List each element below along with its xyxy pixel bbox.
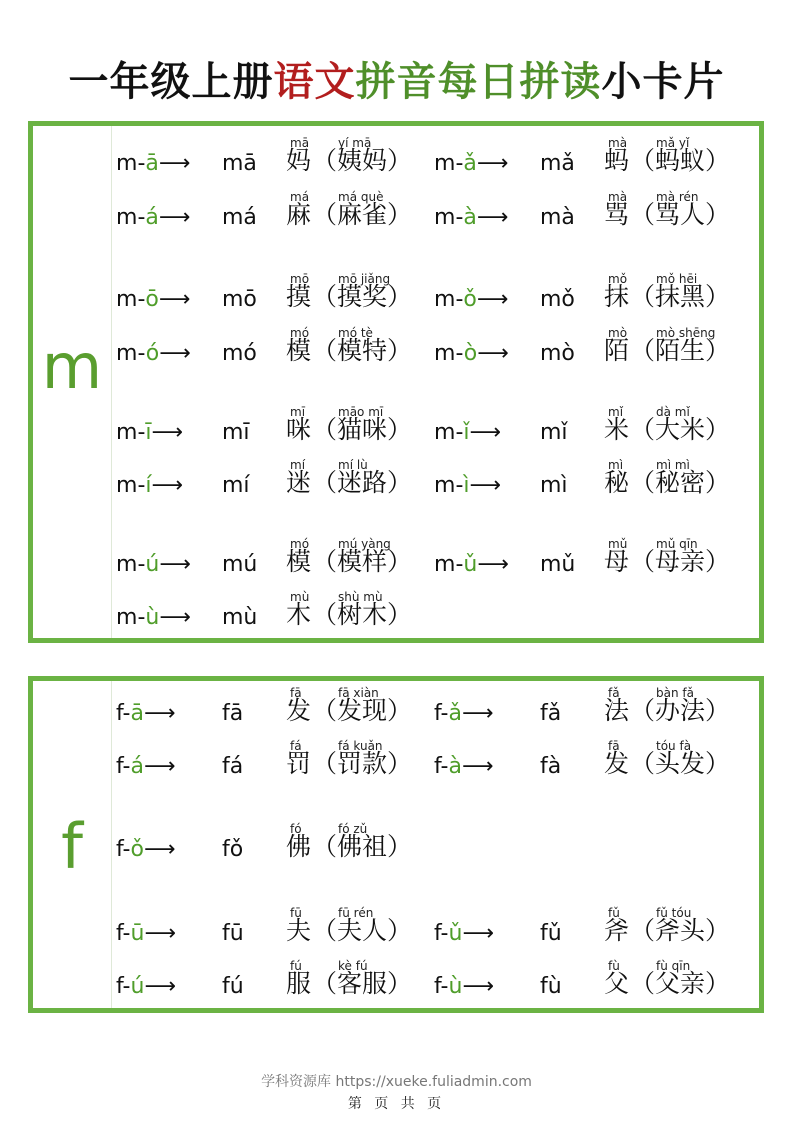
spelling-formula: f-á⟶ [116,754,176,779]
word-pinyin: mō jiǎng [338,272,391,286]
syllable: fǒ [222,837,244,862]
spelling-formula: f-ū⟶ [116,921,176,946]
arrow-icon: ⟶ [469,473,502,498]
word-pinyin: bàn fǎ [656,686,694,700]
word-pinyin: má què [338,190,384,204]
initial-letter: m [116,420,138,445]
syllable: fù [540,974,562,999]
arrow-icon: ⟶ [143,754,176,779]
pinyin-entry [116,272,416,316]
example-word: （斧头） [630,916,731,945]
initial-letter: m [434,287,456,312]
pinyin-entry [116,590,416,634]
spelling-formula: f-ā⟶ [116,701,176,726]
example-word: （头发） [630,749,731,778]
tone-vowel: ū [130,921,145,946]
syllable: mǒ [540,287,575,312]
tone-vowel: í [145,473,152,498]
example-word: （夫人） [312,916,413,945]
word-pinyin: mì mì [656,458,690,472]
hanzi-char: 发 [286,696,312,725]
hanzi-char: 模 [286,336,312,365]
card-divider [111,681,112,1008]
initial-letter: m [434,205,456,230]
hanzi-char: 母 [604,547,630,576]
word-pinyin: yí mā [338,136,372,150]
pinyin-entry [434,326,734,370]
hanzi-char: 摸 [286,282,312,311]
example-word: （客服） [312,969,413,998]
arrow-icon: ⟶ [476,287,509,312]
tone-vowel: ǎ [463,151,477,176]
spelling-formula: m-ò⟶ [434,341,509,366]
example-word: （模特） [312,336,413,365]
hanzi-char: 木 [286,600,312,629]
syllable: mǔ [540,552,576,577]
initial-letter: m [434,341,456,366]
syllable: mō [222,287,257,312]
spelling-formula: f-ù⟶ [434,974,494,999]
hanzi-pinyin: mǔ [608,537,628,551]
initial-letter: f [116,701,123,726]
spelling-formula: m-ó⟶ [116,341,191,366]
pinyin-entry [116,959,416,1003]
syllable: fū [222,921,244,946]
example-word: （骂人） [630,200,731,229]
initial-letter: m [116,473,138,498]
hanzi-pinyin: mǒ [608,272,628,286]
example-word: （大米） [630,415,731,444]
pinyin-entry [434,405,734,449]
example-word: （姨妈） [312,146,413,175]
arrow-icon: ⟶ [159,605,191,630]
word-pinyin: mí lù [338,458,368,472]
tone-vowel: ò [463,341,478,366]
spelling-formula: m-à⟶ [434,205,509,230]
pinyin-entry [116,739,416,783]
word-pinyin: mò shēng [656,326,716,340]
syllable: mù [222,605,258,630]
hanzi-pinyin: mó [290,326,310,340]
word-pinyin: shù mù [338,590,383,604]
syllable: mó [222,341,257,366]
arrow-icon: ⟶ [476,205,509,230]
spelling-formula: m-ī⟶ [116,420,184,445]
pinyin-entry [116,458,416,502]
arrow-icon: ⟶ [476,151,509,176]
arrow-icon: ⟶ [159,341,191,366]
hanzi-pinyin: mà [608,136,628,150]
arrow-icon: ⟶ [469,420,502,445]
hanzi-char: 米 [604,415,630,444]
spelling-formula: f-à⟶ [434,754,494,779]
tone-vowel: ǒ [130,837,144,862]
arrow-icon: ⟶ [143,837,176,862]
hanzi-char: 骂 [604,200,630,229]
pinyin-entry [434,272,734,316]
hanzi-char: 咪 [286,415,312,444]
pinyin-entry [116,686,416,730]
tone-vowel: ō [145,287,159,312]
word-pinyin: tóu fà [656,739,692,753]
word-pinyin: fū rén [338,906,374,920]
tone-vowel: ú [145,552,160,577]
example-word: （摸奖） [312,282,413,311]
word-pinyin: mó tè [338,326,373,340]
initial-letter: m [434,473,456,498]
arrow-icon: ⟶ [151,420,184,445]
arrow-icon: ⟶ [144,974,176,999]
word-pinyin: mà rén [656,190,699,204]
syllable: mā [222,151,257,176]
syllable: mí [222,473,250,498]
tone-vowel: ú [130,974,145,999]
syllable: mī [222,420,250,445]
word-pinyin: mǔ qīn [656,537,698,551]
hanzi-char: 斧 [604,916,630,945]
arrow-icon: ⟶ [462,974,494,999]
pinyin-entry [434,458,734,502]
hanzi-char: 迷 [286,468,312,497]
word-pinyin: fǔ tóu [656,906,692,920]
example-word: （陌生） [630,336,731,365]
hanzi-pinyin: má [290,190,310,204]
initial-letter: f [434,974,441,999]
word-pinyin: mú yàng [338,537,391,551]
hanzi-char: 夫 [286,916,312,945]
tone-vowel: ǔ [463,552,478,577]
footer-page: 第 页 共 页 [347,1096,446,1112]
pinyin-entry [434,739,734,783]
word-pinyin: fó zǔ [338,822,368,836]
tone-vowel: ù [448,974,463,999]
spelling-formula: m-ā⟶ [116,151,191,176]
arrow-icon: ⟶ [158,151,191,176]
pinyin-entry [116,326,416,370]
example-word: （麻雀） [312,200,413,229]
pinyin-entry [116,906,416,950]
syllable: mú [222,552,258,577]
initial-letter: m [116,605,138,630]
initial-letter: f [116,974,123,999]
tone-vowel: ā [130,701,144,726]
example-word: （发现） [312,696,413,725]
hanzi-pinyin: mà [608,190,628,204]
spelling-formula: m-ì⟶ [434,473,502,498]
card-letter-f: f [61,810,83,883]
tone-vowel: ǎ [448,701,462,726]
hanzi-char: 法 [604,696,630,725]
hanzi-pinyin: mò [608,326,628,340]
pinyin-entry [434,959,734,1003]
pinyin-entry [434,537,734,581]
initial-letter: m [434,420,456,445]
word-pinyin: dà mǐ [656,405,690,419]
pinyin-entry [116,405,416,449]
hanzi-pinyin: fā [608,739,620,753]
tone-vowel: á [145,205,159,230]
tone-vowel: á [130,754,144,779]
hanzi-pinyin: fú [290,959,302,973]
syllable: mǐ [540,420,568,445]
hanzi-pinyin: mì [608,458,624,472]
hanzi-char: 模 [286,547,312,576]
hanzi-pinyin: mī [290,405,306,419]
title-part-pinyin: 拼音每日拼读 [355,59,602,105]
example-word: （母亲） [630,547,731,576]
hanzi-pinyin: fá [290,739,302,753]
tone-vowel: ù [145,605,160,630]
arrow-icon: ⟶ [461,754,494,779]
tone-vowel: à [448,754,462,779]
spelling-formula: f-ǒ⟶ [116,837,176,862]
card-letter-m: m [41,330,103,403]
spelling-formula: m-ú⟶ [116,552,191,577]
example-word: （模样） [312,547,413,576]
initial-letter: f [116,921,123,946]
spelling-formula: m-ù⟶ [116,605,191,630]
pinyin-entry [116,537,416,581]
example-word: （蚂蚁） [630,146,731,175]
word-pinyin: fá kuǎn [338,739,383,753]
title-part-card: 小卡片 [601,59,725,105]
example-word: （抹黑） [630,282,731,311]
example-word: （父亲） [630,969,731,998]
tone-vowel: ó [145,341,160,366]
hanzi-pinyin: mí [290,458,306,472]
spelling-formula: m-í⟶ [116,473,184,498]
spelling-formula: m-ǐ⟶ [434,420,502,445]
arrow-icon: ⟶ [151,473,184,498]
syllable: fǎ [540,701,562,726]
word-pinyin: fā xiàn [338,686,379,700]
hanzi-pinyin: fā [290,686,302,700]
hanzi-pinyin: fǎ [608,686,620,700]
initial-letter: m [116,151,138,176]
example-word: （办法） [630,696,731,725]
initial-letter: m [116,205,138,230]
syllable: fǔ [540,921,562,946]
hanzi-pinyin: mó [290,537,310,551]
arrow-icon: ⟶ [158,287,191,312]
pinyin-entry [434,190,734,234]
initial-letter: m [434,552,456,577]
hanzi-pinyin: fū [290,906,302,920]
hanzi-char: 抹 [604,282,630,311]
example-word: （佛祖） [312,832,413,861]
initial-letter: f [116,754,123,779]
initial-letter: f [434,754,441,779]
pinyin-entry [116,822,416,866]
arrow-icon: ⟶ [144,921,176,946]
example-word: （秘密） [630,468,731,497]
example-word: （罚款） [312,749,413,778]
initial-letter: m [116,552,138,577]
pinyin-entry [434,136,734,180]
spelling-formula: m-ǎ⟶ [434,151,509,176]
syllable: fà [540,754,562,779]
pinyin-entry [434,686,734,730]
arrow-icon: ⟶ [143,701,176,726]
hanzi-pinyin: fó [290,822,302,836]
spelling-formula: m-ō⟶ [116,287,191,312]
arrow-icon: ⟶ [158,205,191,230]
syllable: má [222,205,257,230]
hanzi-char: 妈 [286,146,312,175]
word-pinyin: kè fú [338,959,368,973]
card-divider [111,126,112,638]
hanzi-pinyin: mā [290,136,310,150]
initial-letter: f [434,921,441,946]
arrow-icon: ⟶ [477,552,509,577]
example-word: （迷路） [312,468,413,497]
word-pinyin: mǎ yǐ [656,136,690,150]
initial-letter: m [116,287,138,312]
spelling-formula: m-ǒ⟶ [434,287,509,312]
hanzi-char: 秘 [604,468,630,497]
arrow-icon: ⟶ [159,552,191,577]
initial-letter: f [116,837,123,862]
syllable: mì [540,473,568,498]
arrow-icon: ⟶ [461,701,494,726]
spelling-formula: f-ú⟶ [116,974,176,999]
pinyin-entry [116,136,416,180]
syllable: fú [222,974,244,999]
pinyin-entry [116,190,416,234]
hanzi-pinyin: mō [290,272,310,286]
initial-letter: m [434,151,456,176]
word-pinyin: māo mī [338,405,384,419]
hanzi-char: 服 [286,969,312,998]
word-pinyin: mǒ hēi [656,272,698,286]
hanzi-char: 罚 [286,749,312,778]
tone-vowel: ā [145,151,159,176]
spelling-formula: m-ǔ⟶ [434,552,509,577]
hanzi-pinyin: mù [290,590,310,604]
tone-vowel: à [463,205,477,230]
hanzi-char: 父 [604,969,630,998]
spelling-formula: f-ǎ⟶ [434,701,494,726]
tone-vowel: ǔ [448,921,463,946]
hanzi-char: 发 [604,749,630,778]
syllable: fā [222,701,244,726]
syllable: fá [222,754,244,779]
arrow-icon: ⟶ [477,341,509,366]
example-word: （树木） [312,600,413,629]
footer-source: 学科资源库 https://xueke.fuliadmin.com [261,1074,532,1090]
arrow-icon: ⟶ [462,921,494,946]
tone-vowel: ì [463,473,470,498]
hanzi-pinyin: fǔ [608,906,620,920]
initial-letter: m [116,341,138,366]
hanzi-char: 蚂 [604,146,630,175]
title-part-subject: 语文 [273,59,356,105]
initial-letter: f [434,701,441,726]
hanzi-char: 麻 [286,200,312,229]
tone-vowel: ǒ [463,287,477,312]
spelling-formula: f-ǔ⟶ [434,921,494,946]
hanzi-char: 陌 [604,336,630,365]
hanzi-pinyin: fù [608,959,620,973]
tone-vowel: ī [145,420,152,445]
pinyin-entry [434,906,734,950]
syllable: mà [540,205,575,230]
word-pinyin: fù qīn [656,959,691,973]
tone-vowel: ǐ [463,420,470,445]
hanzi-pinyin: mǐ [608,405,624,419]
spelling-formula: m-á⟶ [116,205,191,230]
hanzi-char: 佛 [286,832,312,861]
example-word: （猫咪） [312,415,413,444]
page-title [0,50,793,107]
title-part-grade: 一年级上册 [68,59,274,105]
syllable: mò [540,341,575,366]
syllable: mǎ [540,151,575,176]
